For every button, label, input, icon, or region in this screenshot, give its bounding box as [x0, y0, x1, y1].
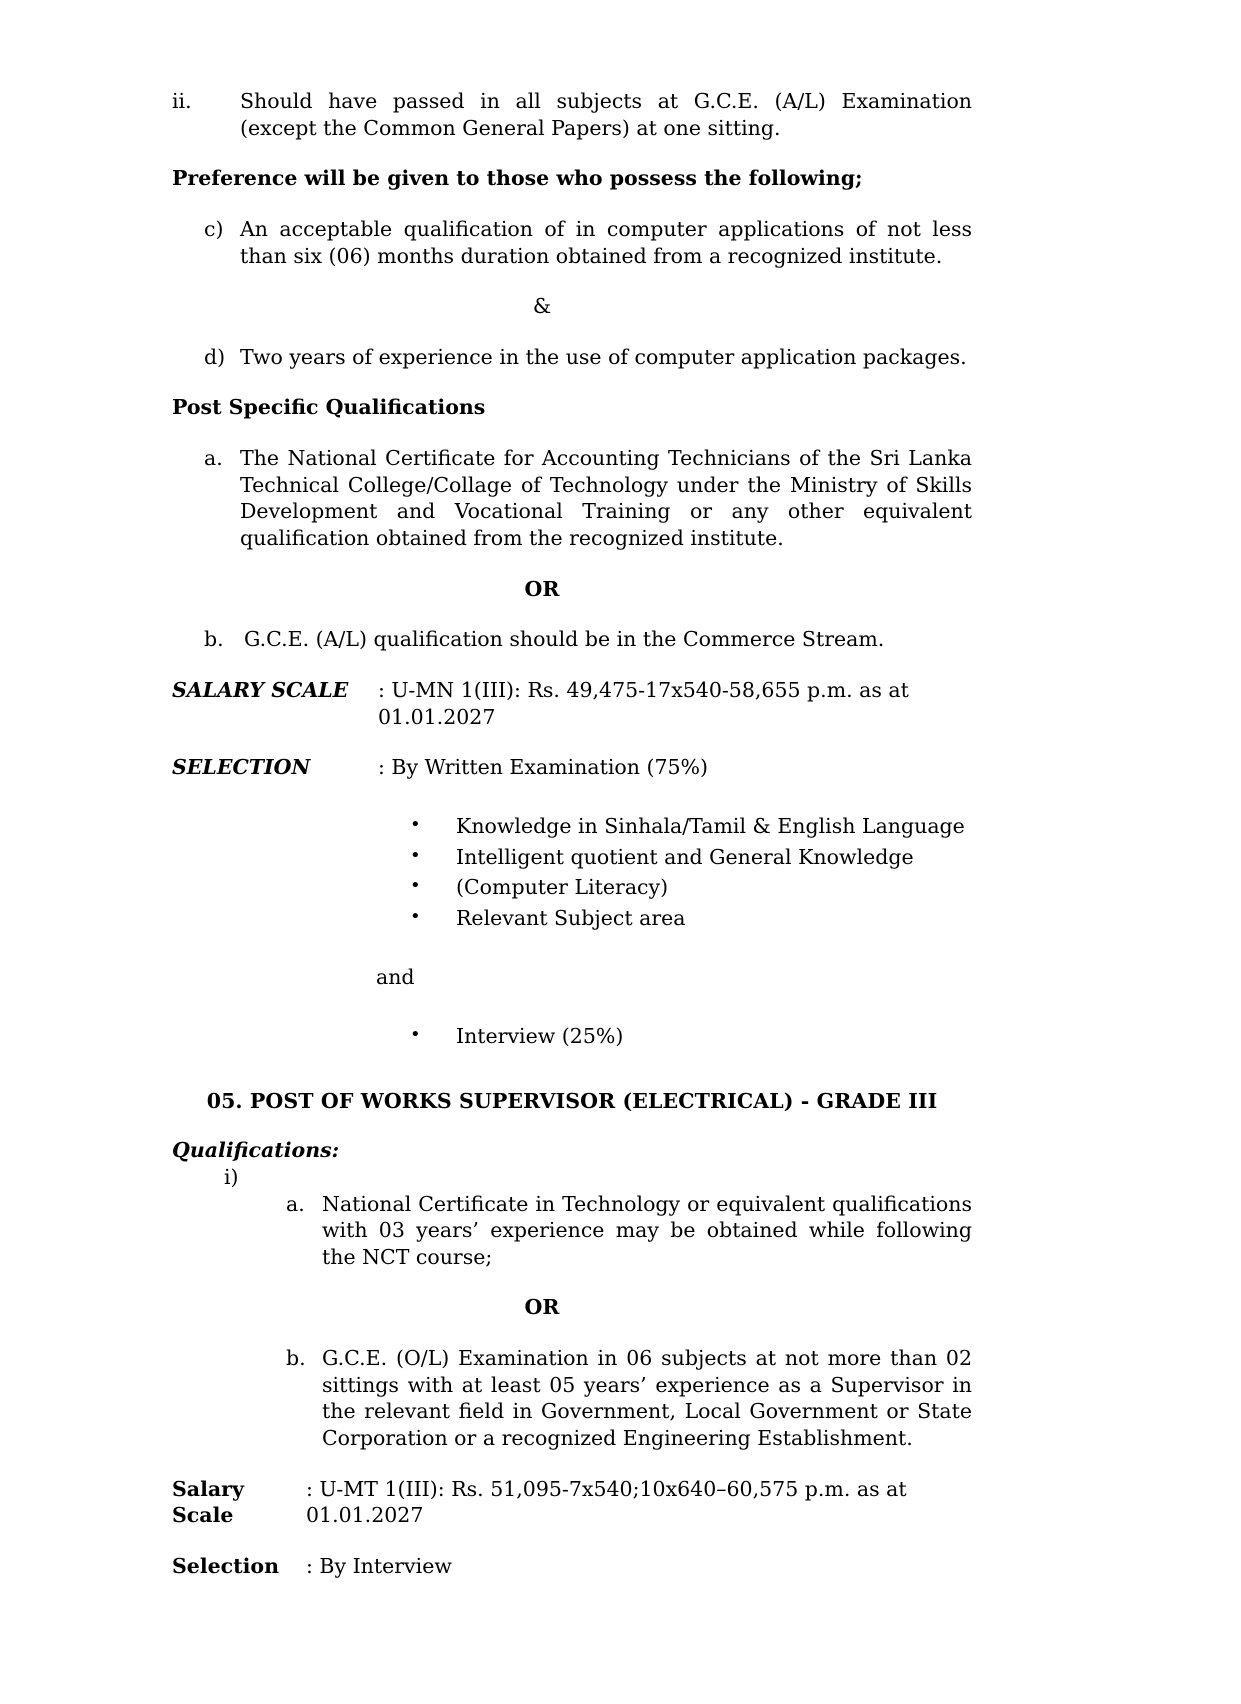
list-item — [410, 903, 972, 934]
list-marker-a: a. — [204, 446, 223, 471]
selection-conjunction: and — [376, 964, 415, 989]
selection-value-2: : By Interview — [306, 1553, 452, 1578]
list-item — [410, 842, 972, 873]
post-05-item-b — [286, 1345, 972, 1452]
selection-criteria-list — [410, 811, 972, 934]
page-content — [172, 88, 972, 1580]
ampersand-separator: & — [532, 294, 552, 319]
salary-scale-row-2 — [172, 1476, 972, 1529]
list-item — [410, 872, 972, 903]
spacer — [172, 370, 972, 394]
list-text-ii: Should have passed in all subjects at G.C.E. (A/L) Examination (except the Common General Papers) at one sitting. — [240, 89, 972, 140]
salary-scale-row-1 — [172, 677, 972, 730]
bullet-icon: • — [410, 875, 421, 897]
criteria-text: Relevant Subject area — [456, 906, 686, 931]
list-item — [410, 1021, 972, 1052]
post-05-marker-b: b. — [286, 1346, 306, 1371]
selection-row-1 — [172, 754, 972, 781]
spacer — [172, 1113, 972, 1137]
spacer — [172, 320, 972, 344]
list-text-b: G.C.E. (A/L) qualification should be in the Commerce Stream. — [244, 627, 885, 652]
spacer — [172, 421, 972, 445]
preference-heading: Preference will be given to those who possess the following; — [172, 166, 863, 191]
salary-scale-label-1: SALARY SCALE — [172, 677, 349, 702]
qualifications-label: Qualifications: — [172, 1138, 340, 1163]
roman-marker-i: i) — [224, 1164, 239, 1189]
list-text-a: The National Certificate for Accounting Technicians of the Sri Lanka Technical College/Collage of Technology under the Ministry of Skills Development and Vocational Training or any other equivalent qualification obtained from the recognized institute. — [240, 446, 972, 551]
spacer — [172, 991, 972, 1021]
post-05-heading: 05. POST OF WORKS SUPERVISOR (ELECTRICAL) - GRADE III — [206, 1089, 938, 1114]
list-text-c: An acceptable qualification of in computer applications of not less than six (06) months duration obtained from a recognized institute. — [240, 216, 972, 268]
or-separator-2: OR — [524, 1295, 560, 1320]
spacer — [172, 730, 972, 754]
post-05-text-a: National Certificate in Technology or equivalent qualifications with 03 years’ experience may be obtained while following the NCT course; — [322, 1191, 972, 1269]
list-marker-b: b. — [204, 627, 224, 652]
bullet-icon: • — [410, 844, 421, 866]
bullet-icon: • — [410, 906, 421, 928]
criteria-text: Knowledge in Sinhala/Tamil & English Language — [456, 813, 965, 838]
post-05-item-a — [286, 1191, 972, 1271]
list-marker-ii: ii. — [172, 89, 192, 113]
salary-scale-value-2: : U-MT 1(III): Rs. 51,095-7x540;10x640–60,575 p.m. as at 01.01.2027 — [306, 1476, 907, 1528]
salary-scale-label-2: Salary Scale — [172, 1476, 244, 1528]
spacer — [172, 1051, 972, 1089]
spacer — [172, 552, 972, 576]
or-separator-1: OR — [524, 576, 560, 601]
criteria-text: Intelligent quotient and General Knowledge — [456, 844, 914, 869]
list-marker-c: c) — [204, 216, 224, 241]
salary-scale-value-1: : U-MN 1(III): Rs. 49,475-17x540-58,655 p.m. as at 01.01.2027 — [378, 677, 909, 729]
list-item-ii — [172, 88, 972, 141]
selection-label-1: SELECTION — [172, 755, 311, 780]
spacer — [172, 653, 972, 677]
list-item-b — [204, 626, 972, 653]
spacer — [172, 1270, 972, 1294]
list-text-d: Two years of experience in the use of computer application packages. — [240, 344, 967, 369]
selection-row-2 — [172, 1553, 972, 1580]
spacer — [172, 269, 972, 293]
spacer — [172, 602, 972, 626]
post-05-text-b: G.C.E. (O/L) Examination in 06 subjects at not more than 02 sittings with at least 05 years’ experience as a Supervisor in the relevant field in Government, Local Government or State Corporation or a recognized Engineering Establishment. — [322, 1346, 972, 1451]
bullet-icon: • — [410, 813, 421, 835]
criteria-text: (Computer Literacy) — [456, 875, 669, 900]
list-item-a — [204, 445, 972, 552]
spacer — [172, 1321, 972, 1345]
bullet-icon: • — [410, 1023, 421, 1045]
selection-final-list — [410, 1021, 972, 1052]
selection-value-1: : By Written Examination (75%) — [378, 755, 709, 780]
post-05-marker-a: a. — [286, 1191, 305, 1216]
spacer — [172, 781, 972, 811]
spacer — [172, 1452, 972, 1476]
post-specific-qualifications-heading: Post Specific Qualifications — [172, 395, 486, 420]
spacer — [172, 192, 972, 216]
interview-text: Interview (25%) — [456, 1023, 624, 1048]
spacer — [172, 1529, 972, 1553]
selection-label-2: Selection — [172, 1553, 279, 1578]
list-item-c — [204, 216, 972, 269]
list-marker-d: d) — [204, 344, 226, 369]
spacer — [172, 934, 972, 964]
list-item — [410, 811, 972, 842]
list-item-d — [204, 344, 972, 371]
spacer — [172, 141, 972, 165]
